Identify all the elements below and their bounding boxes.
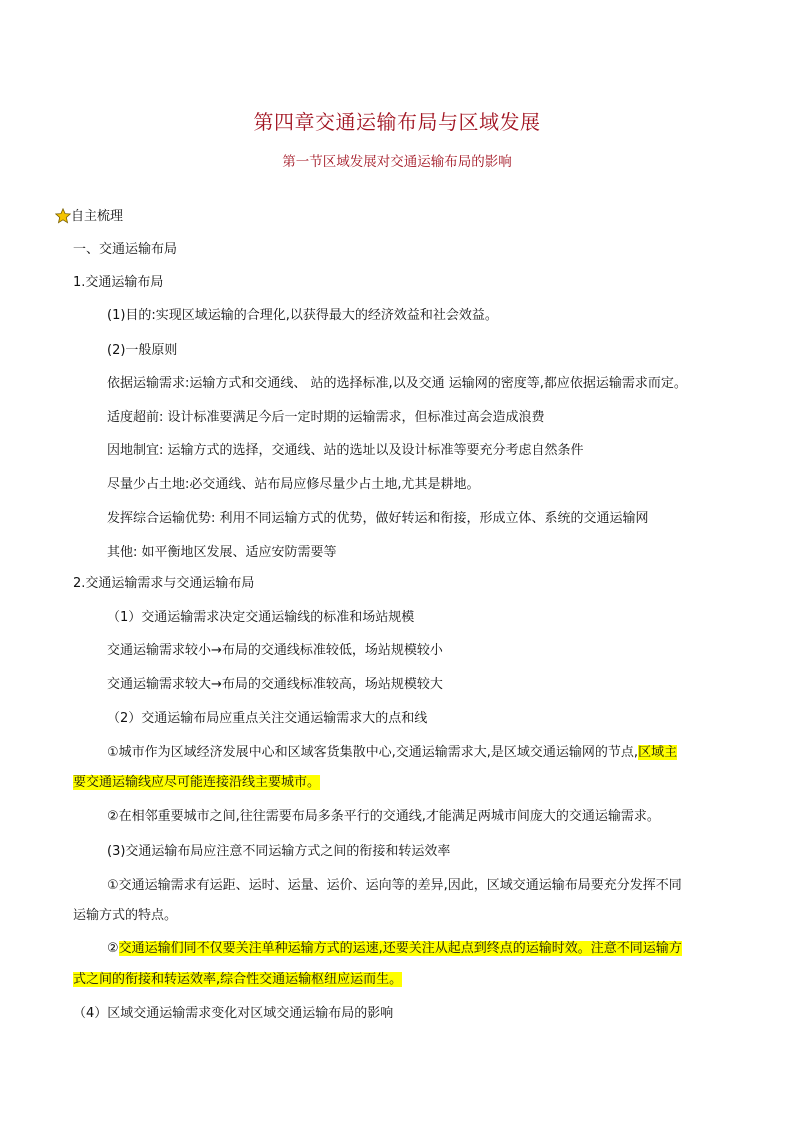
highlight-text: 式之间的衔接和转运效率,综合性交通运输枢纽应运而生。 [73, 972, 403, 987]
para-transfer: (3)交通运输布局应注意不同运输方式之间的衔接和转运效率 [107, 844, 451, 859]
star-icon [55, 208, 71, 224]
para-focus: （2）交通运输布局应重点关注交通运输需求大的点和线 [107, 711, 428, 726]
para-city-node-text: ①城市作为区域经济发展中心和区域客货集散中心,交通运输需求大,是区域交通运输网的节点, [107, 745, 639, 760]
para-integrated: 发挥综合运输优势: 利用不同运输方式的优势，做好转运和衔接，形成立体、系统的交通运输网 [107, 511, 649, 526]
para-demand: 依据运输需求:运输方式和交通线、 站的选择标准,以及交通 运输网的密度等,都应依据运输需求而定。 [107, 376, 687, 391]
section-label: 自主梳理 [71, 209, 124, 224]
highlight-text: 区域主 [638, 745, 678, 760]
para-large-demand: 交通运输需求较大→布局的交通线标准较高，场站规模较大 [107, 677, 443, 692]
section-subtitle: 第一节区域发展对交通运输布局的影响 [282, 154, 512, 170]
para-principles: (2)一般原则 [107, 343, 178, 358]
para-efficiency-cont [73, 971, 402, 989]
highlight-text: 交通运输们同不仅要关注单种运输方式的运速,还要关注从起点到终点的运输时效。注意不同运输方 [118, 941, 682, 956]
chapter-title: 第四章交通运输布局与区域发展 [253, 110, 541, 134]
para-efficiency-marker: ② [107, 941, 119, 956]
para-efficiency [107, 940, 682, 958]
para-parallel: ②在相邻重要城市之间,往往需要布局多条平行的交通线,才能满足两城市间庞大的交通运输需求。 [107, 809, 660, 824]
heading-1-2: 2.交通运输需求与交通运输布局 [73, 576, 255, 591]
para-small-demand: 交通运输需求较小→布局的交通线标准较低，场站规模较小 [107, 643, 443, 658]
para-advance: 适度超前: 设计标准要满足今后一定时期的运输需求，但标准过高会造成浪费 [107, 410, 545, 425]
heading-1-1: 1.交通运输布局 [73, 275, 164, 290]
heading-1: 一、交通运输布局 [73, 242, 178, 257]
para-city-node-cont [73, 774, 320, 792]
para-purpose: (1)目的:实现区域运输的合理化,以获得最大的经济效益和社会效益。 [107, 308, 498, 323]
para-demand-change: （4）区域交通运输需求变化对区域交通运输布局的影响 [73, 1006, 394, 1021]
para-city-node [107, 744, 677, 762]
para-land: 尽量少占土地:必交通线、站布局应修尽量少占土地,尤其是耕地。 [107, 477, 480, 492]
para-other: 其他: 如平衡地区发展、适应安防需要等 [107, 545, 337, 560]
para-demand-standard: （1）交通运输需求决定交通运输线的标准和场站规模 [107, 610, 415, 625]
para-local: 因地制宜: 运输方式的选择，交通线、站的选址以及设计标准等要充分考虑自然条件 [107, 443, 584, 458]
highlight-text: 要交通运输线应尽可能连接沿线主要城市。 [73, 775, 321, 790]
para-differences: ①交通运输需求有运距、运时、运量、运价、运向等的差异,因此，区域交通运输布局要充分发挥不同 [107, 878, 682, 893]
para-differences-cont: 运输方式的特点。 [73, 908, 178, 923]
